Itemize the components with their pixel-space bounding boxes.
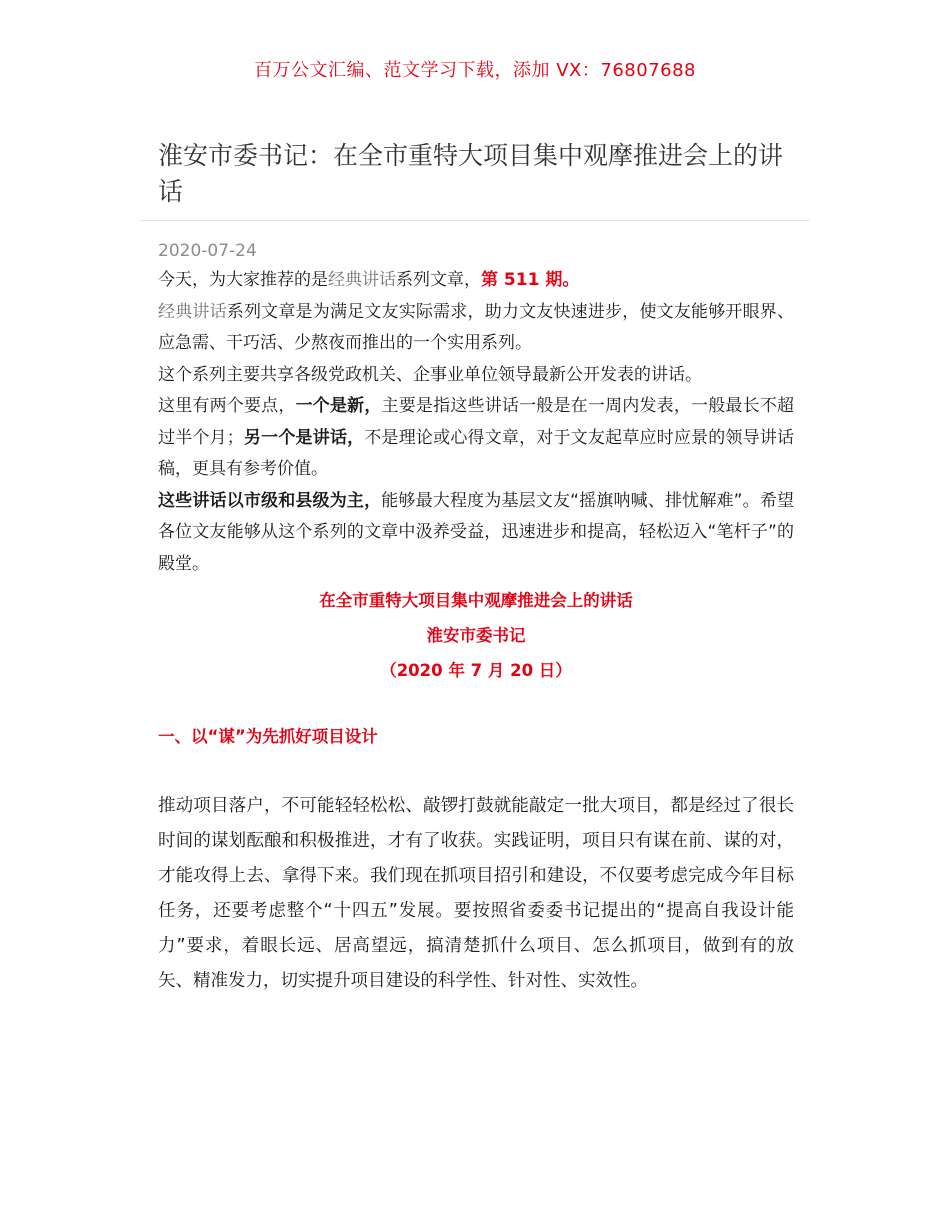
intro-text: 今天，为大家推荐的是 (158, 270, 328, 290)
intro-paragraph-5 (158, 486, 794, 581)
intro-paragraph-1 (158, 265, 794, 297)
article-body (158, 237, 794, 999)
speaker: 淮安市委书记 (426, 626, 526, 645)
intro-text: 能够最大程度为基层文友“摇旗呐喊、排忧解难”。希望各位文友能够从这个系列的文章中汲养受益，迅速进步和提高，轻松迈入“笔杆子”的殿堂。 (158, 490, 794, 574)
section-body-1: 推动项目落户，不可能轻轻松松、敲锣打鼓就能敲定一批大项目，都是经过了很长时间的谋划酝酿和积极推进，才有了收获。实践证明，项目只有谋在前、谋的对，才能攻得上去、拿得下来。我们现在抓项目招引和建设，不仅要考虑完成今年目标任务，还要考虑整个“十四五”发展。要按照省委委书记提出的“提高自我设计能力”要求，着眼长远、居高望远，搞清楚抓什么项目、怎么抓项目，做到有的放矢、精准发力，切实提升项目建设的科学性、针对性、实效性。 (158, 796, 794, 991)
intro-text: 系列文章， (396, 270, 481, 290)
speech-title: 在全市重特大项目集中观摩推进会上的讲话 (319, 591, 633, 610)
intro-text: 不是理论或心得文章，对于文友起草应时应景的领导讲话稿，更具有参考价值。 (158, 427, 795, 479)
issue-number: 第 511 期。 (481, 270, 580, 290)
intro-text: 主要是指这些讲话一般是在一周内发表，一般最长不超过半个月； (158, 396, 795, 448)
intro-paragraph-4 (158, 391, 794, 486)
intro-paragraph-2 (158, 297, 794, 360)
article-title: 淮安市委书记：在全市重特大项目集中观摩推进会上的讲话 (158, 141, 784, 206)
series-name: 经典讲话 (158, 301, 227, 322)
intro-text: 这里有两个要点， (158, 396, 296, 416)
title-divider (140, 220, 810, 221)
speech-date: （2020 年 7 月 20 日） (380, 661, 572, 680)
promo-header: 百万公文汇编、范文学习下载，添加 VX：76807688 (254, 60, 696, 81)
key-point-1: 一个是新， (295, 396, 382, 416)
key-point-2: 另一个是讲话， (243, 427, 365, 448)
publish-date: 2020-07-24 (158, 241, 257, 261)
section-heading-1: 一、以“谋”为先抓好项目设计 (158, 727, 378, 746)
emphasis-text: 这些讲话以市级和县级为主， (158, 490, 382, 511)
intro-text: 系列文章是为满足文友实际需求，助力文友快速进步，使文友能够开眼界、应急需、干巧活、少熬夜而推出的一个实用系列。 (158, 301, 795, 353)
intro-paragraph-3: 这个系列主要共享各级党政机关、企事业单位领导最新公开发表的讲话。 (158, 364, 702, 385)
series-name: 经典讲话 (328, 270, 396, 290)
